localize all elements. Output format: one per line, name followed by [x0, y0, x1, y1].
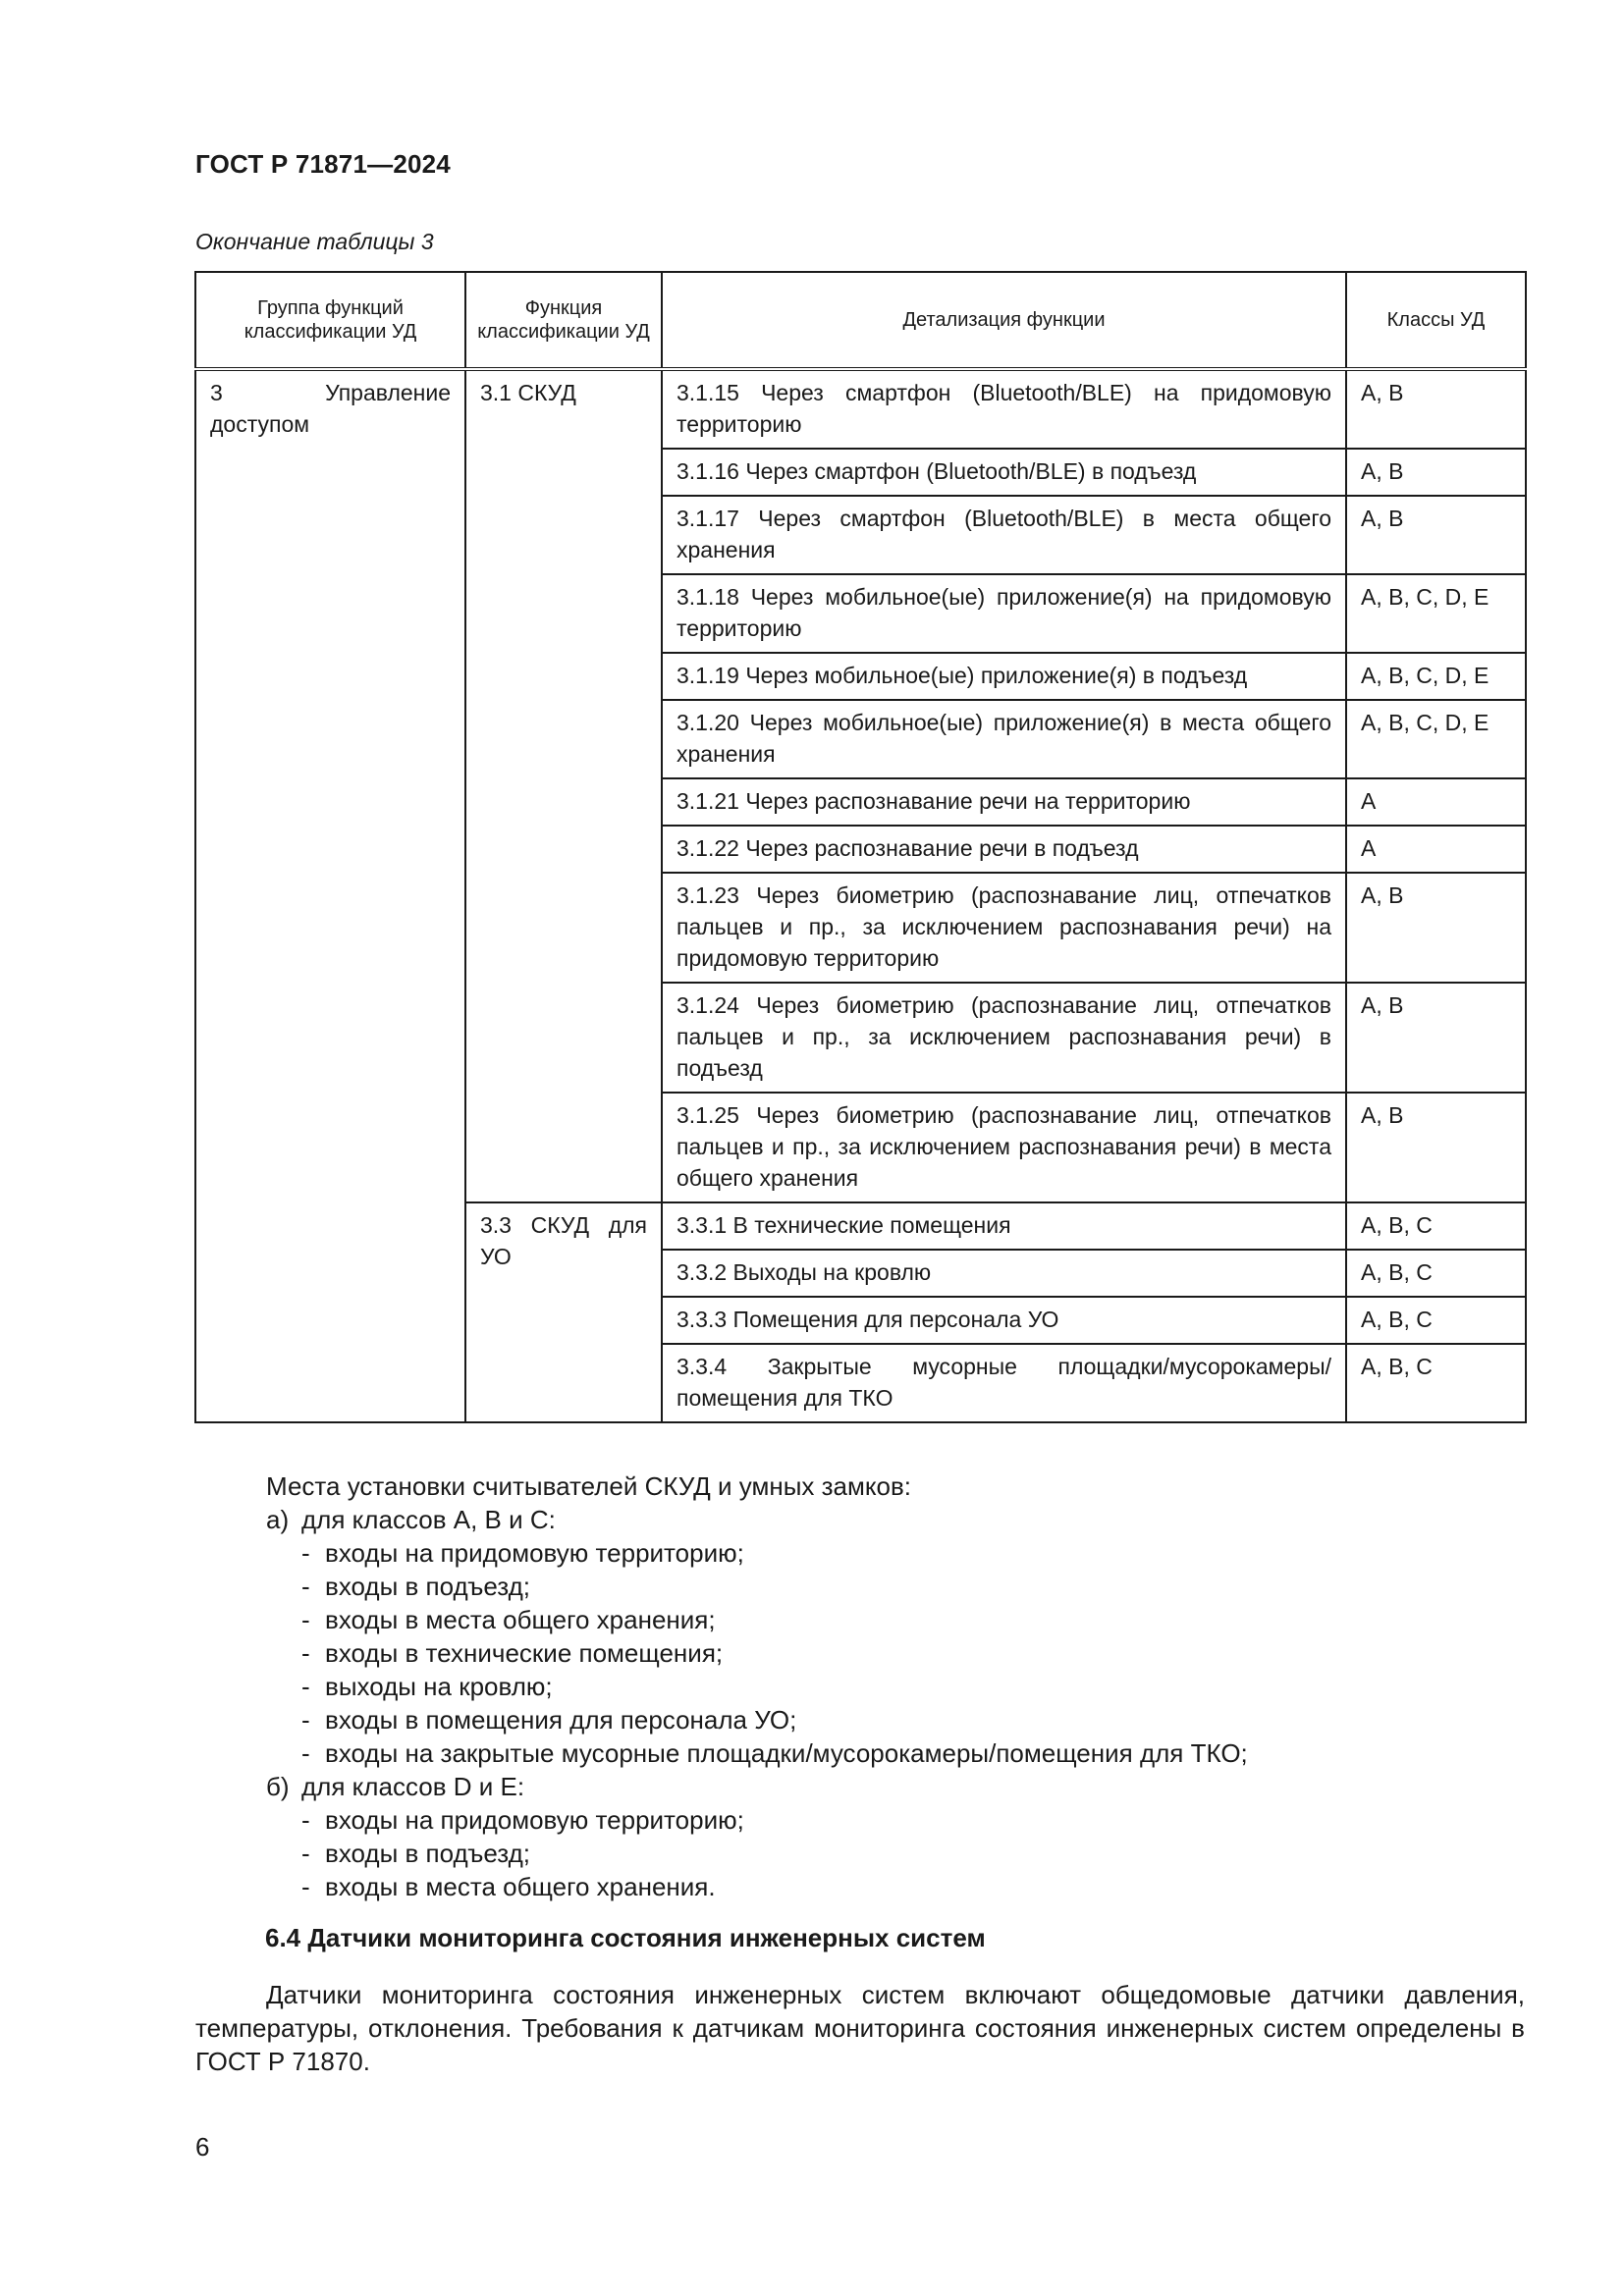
classes-cell: A, B [1346, 873, 1526, 983]
list-dash: - [301, 1538, 310, 1568]
list-item-text: входы на закрытые мусорные площадки/мусорокамеры/помещения для ТКО; [325, 1738, 1248, 1768]
detail-cell: 3.3.3 Помещения для персонала УО [662, 1297, 1346, 1344]
list-dash: - [301, 1572, 310, 1601]
detail-cell: 3.3.2 Выходы на кровлю [662, 1250, 1346, 1297]
classes-cell: A, B, C, D, E [1346, 700, 1526, 778]
classes-cell: A, B, C, D, E [1346, 574, 1526, 653]
detail-cell: 3.1.16 Через смартфон (Bluetooth/BLE) в подъезд [662, 449, 1346, 496]
classes-cell: A, B, C [1346, 1202, 1526, 1250]
list-item [195, 1536, 1525, 1570]
group-a-list [195, 1536, 1525, 1770]
group-b-heading [195, 1770, 1525, 1803]
detail-cell: 3.3.1 В технические помещения [662, 1202, 1346, 1250]
detail-cell: 3.1.19 Через мобильное(ые) приложение(я) в подъезд [662, 653, 1346, 700]
list-item [195, 1736, 1525, 1770]
list-item-text: входы в подъезд; [325, 1839, 530, 1868]
list-item-text: входы в подъезд; [325, 1572, 530, 1601]
group-a-marker: а) [266, 1505, 290, 1534]
classes-cell: A, B, C [1346, 1344, 1526, 1422]
header-classes: Классы УД [1346, 272, 1526, 369]
list-item-text: входы в технические помещения; [325, 1638, 724, 1668]
list-item [195, 1870, 1525, 1903]
classes-cell: A, B, C [1346, 1250, 1526, 1297]
list-item [195, 1636, 1525, 1670]
group-cell: 3 Управление доступом [195, 369, 465, 1422]
detail-cell: 3.1.24 Через биометрию (распознавание лиц, отпечатков пальцев и пр., за исключением распознавания речи) в подъезд [662, 983, 1346, 1093]
group-a-heading [195, 1503, 1525, 1536]
classes-cell: A, B, C [1346, 1297, 1526, 1344]
classification-table [194, 271, 1527, 1423]
function-cell: 3.3 СКУД для УО [465, 1202, 662, 1422]
document-header: ГОСТ Р 71871—2024 [195, 149, 451, 179]
classes-cell: A, B, C, D, E [1346, 653, 1526, 700]
group-a-label: для классов A, B и C: [301, 1505, 556, 1534]
group-b-label: для классов D и E: [301, 1772, 525, 1801]
list-item-text: входы в помещения для персонала УО; [325, 1705, 797, 1735]
classes-cell: A, B [1346, 983, 1526, 1093]
table-caption: Окончание таблицы 3 [195, 229, 434, 254]
list-dash: - [301, 1672, 310, 1701]
table-row [195, 369, 1526, 449]
classes-cell: A, B [1346, 369, 1526, 449]
detail-cell: 3.1.21 Через распознавание речи на территорию [662, 778, 1346, 826]
detail-cell: 3.1.15 Через смартфон (Bluetooth/BLE) на придомовую территорию [662, 369, 1346, 449]
table-header-row [195, 272, 1526, 369]
list-dash: - [301, 1738, 310, 1768]
detail-cell: 3.1.25 Через биометрию (распознавание лиц, отпечатков пальцев и пр., за исключением распознавания речи) в места общего хранения [662, 1093, 1346, 1202]
list-dash: - [301, 1638, 310, 1668]
classes-cell: A [1346, 778, 1526, 826]
list-dash: - [301, 1805, 310, 1835]
classes-cell: A [1346, 826, 1526, 873]
page-number: 6 [195, 2132, 210, 2162]
list-item [195, 1703, 1525, 1736]
detail-cell: 3.1.22 Через распознавание речи в подъезд [662, 826, 1346, 873]
list-item-text: выходы на кровлю; [325, 1672, 553, 1701]
installation-locations [195, 1469, 1525, 1903]
header-detail: Детализация функции [662, 272, 1346, 369]
list-dash: - [301, 1605, 310, 1634]
list-item [195, 1570, 1525, 1603]
group-b-list [195, 1803, 1525, 1903]
detail-cell: 3.1.18 Через мобильное(ые) приложение(я) на придомовую территорию [662, 574, 1346, 653]
function-cell: 3.1 СКУД [465, 369, 662, 1202]
list-item-text: входы в места общего хранения; [325, 1605, 716, 1634]
list-item [195, 1803, 1525, 1837]
detail-cell: 3.1.23 Через биометрию (распознавание лиц, отпечатков пальцев и пр., за исключением распознавания речи) на придомовую территорию [662, 873, 1346, 983]
classes-cell: A, B [1346, 496, 1526, 574]
classes-cell: A, B [1346, 449, 1526, 496]
list-item [195, 1603, 1525, 1636]
header-group: Группа функций классификации УД [195, 272, 465, 369]
detail-cell: 3.3.4 Закрытые мусорные площадки/мусорокамеры/помещения для ТКО [662, 1344, 1346, 1422]
detail-cell: 3.1.17 Через смартфон (Bluetooth/BLE) в места общего хранения [662, 496, 1346, 574]
detail-cell: 3.1.20 Через мобильное(ые) приложение(я) в места общего хранения [662, 700, 1346, 778]
header-function: Функция классификации УД [465, 272, 662, 369]
section-title: 6.4 Датчики мониторинга состояния инженерных систем [265, 1923, 986, 1952]
list-dash: - [301, 1839, 310, 1868]
table-body [195, 369, 1526, 1422]
list-item-text: входы в места общего хранения. [325, 1872, 716, 1901]
group-b-marker: б) [266, 1772, 290, 1801]
list-dash: - [301, 1872, 310, 1901]
list-item [195, 1670, 1525, 1703]
classes-cell: A, B [1346, 1093, 1526, 1202]
section-paragraph: Датчики мониторинга состояния инженерных систем включают общедомовые датчики давления, температуры, отклонения. Требования к датчикам мониторинга состояния инженерных систем определены в ГОСТ Р 71870. [195, 1980, 1525, 2076]
list-dash: - [301, 1705, 310, 1735]
list-item [195, 1837, 1525, 1870]
list-item-text: входы на придомовую территорию; [325, 1805, 744, 1835]
list-item-text: входы на придомовую территорию; [325, 1538, 744, 1568]
locations-intro: Места установки считывателей СКУД и умных замков: [266, 1471, 912, 1501]
